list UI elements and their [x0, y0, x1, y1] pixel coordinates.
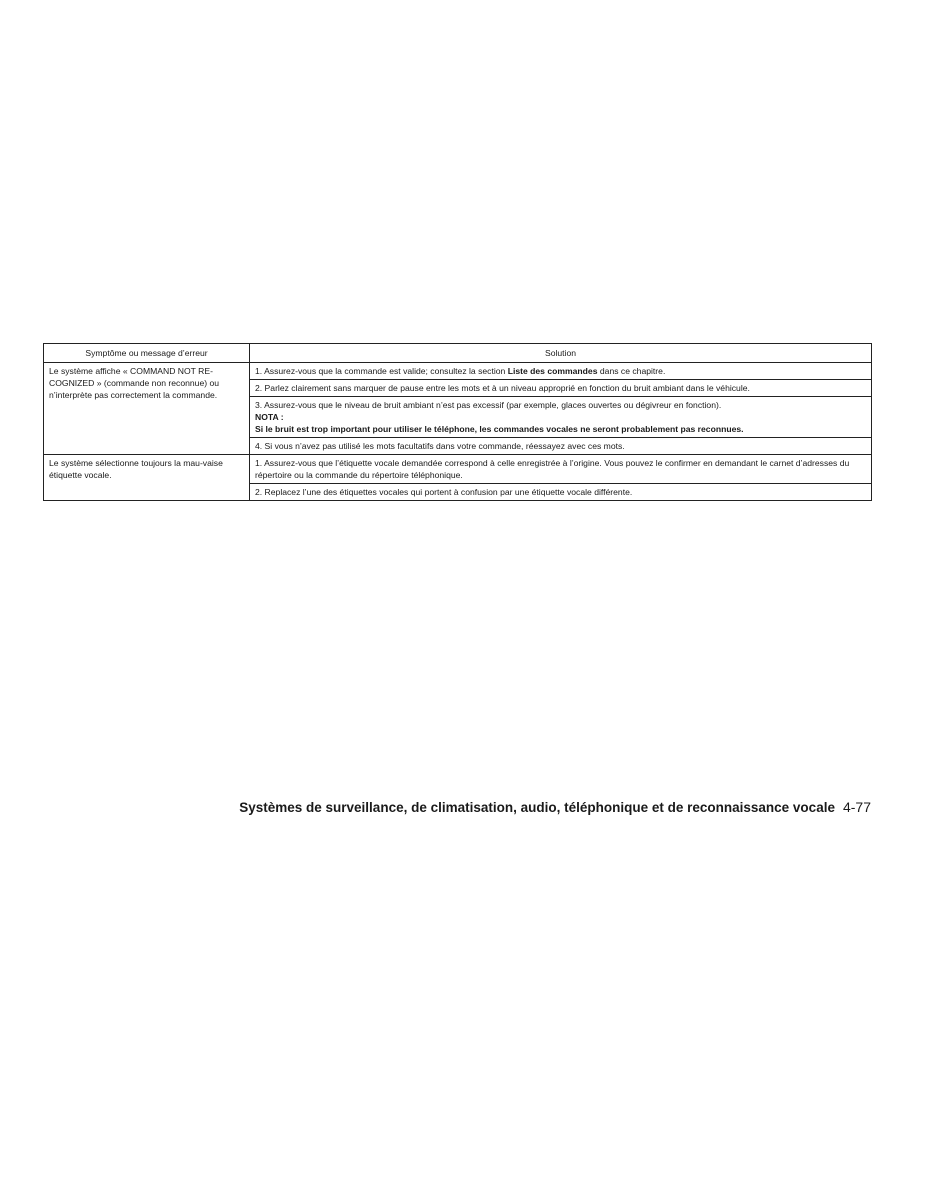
solution-cell: [250, 397, 872, 438]
solution-cell: 2. Parlez clairement sans marquer de pause entre les mots et à un niveau approprié en fonction du bruit ambiant dans le véhicule.: [250, 380, 872, 397]
symptom-cell: Le système sélectionne toujours la mau-vaise étiquette vocale.: [44, 455, 250, 501]
section-reference: Liste des commandes: [507, 366, 598, 376]
solution-cell: 1. Assurez-vous que l’étiquette vocale demandée correspond à celle enregistrée à l’origine. Vous pouvez le confirmer en demandant le carnet d’adresses du répertoire ou la commande du répertoire téléphonique.: [250, 455, 872, 484]
symptom-cell: Le système affiche « COMMAND NOT RE-COGNIZED » (commande non reconnue) ou n’interprète pas correctement la commande.: [44, 363, 250, 455]
note-text: Si le bruit est trop important pour utiliser le téléphone, les commandes vocales ne seront probablement pas reconnues.: [255, 424, 744, 434]
header-symptom: Symptôme ou message d’erreur: [44, 344, 250, 363]
table-row: [44, 363, 872, 380]
page-footer: [239, 798, 871, 817]
page-number: 4-77: [842, 799, 871, 815]
solution-cell: 4. Si vous n’avez pas utilisé les mots facultatifs dans votre commande, réessayez avec ces mots.: [250, 438, 872, 455]
note-label: NOTA :: [255, 412, 284, 422]
solution-cell: [250, 363, 872, 380]
chapter-title: Systèmes de surveillance, de climatisation, audio, téléphonique et de reconnaissance vocale: [239, 800, 835, 815]
solution-text: 1. Assurez-vous que la commande est valide; consultez la section: [255, 366, 508, 376]
solution-text: dans ce chapitre.: [597, 366, 666, 376]
table-row: [44, 455, 872, 484]
table-header-row: [44, 344, 872, 363]
troubleshooting-table: [43, 343, 872, 501]
solution-cell: 2. Replacez l’une des étiquettes vocales qui portent à confusion par une étiquette vocale différente.: [250, 484, 872, 501]
solution-text: 3. Assurez-vous que le niveau de bruit ambiant n’est pas excessif (par exemple, glaces ouvertes ou dégivreur en fonction).: [255, 400, 722, 410]
header-solution: Solution: [250, 344, 872, 363]
